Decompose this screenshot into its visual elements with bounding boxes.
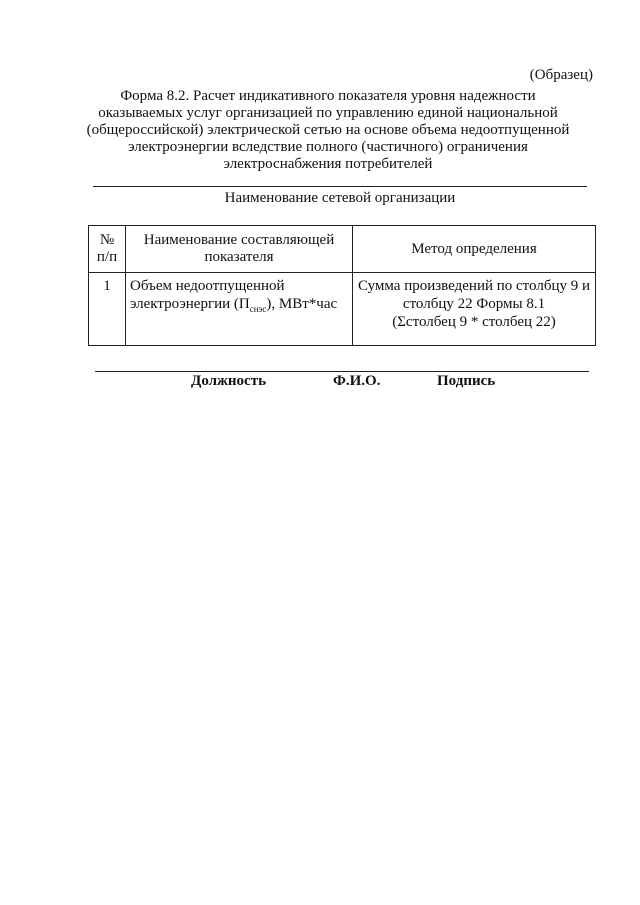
title-line: Форма 8.2. Расчет индикативного показателя уровня надежности [120,88,536,104]
row-num: 1 [89,273,126,346]
signature-position-label: Должность [191,373,267,389]
row-name-suffix: ), МВт*час [266,296,338,312]
row-method-line: (Σстолбец 9 * столбец 22) [392,314,556,330]
header-num [89,226,126,273]
row-name-prefix: электроэнергии (П [130,296,250,312]
sample-label: (Образец) [529,67,593,83]
header-method: Метод определения [353,226,596,273]
header-num-line: п/п [96,249,118,265]
signature-underline [95,371,589,372]
title-line: электроэнергии вследствие полного (частичного) ограничения [128,139,528,155]
row-name [126,273,353,346]
title-line: оказываемых услуг организацией по управлению единой национальной [98,105,558,121]
table-header-row [89,226,596,273]
org-name-label: Наименование сетевой организации [224,190,456,206]
signature-fio-label: Ф.И.О. [333,373,381,389]
title-line: (общероссийской) электрической сетью на основе объема недоотпущенной [86,122,570,138]
header-name-line: показателя [204,249,274,265]
form-title [78,88,578,173]
header-name [126,226,353,273]
title-line: электроснабжения потребителей [223,156,433,172]
header-name-line: Наименование составляющей [143,232,335,248]
row-method-line: Сумма произведений по столбцу 9 и [357,278,591,294]
table-row [89,273,596,346]
row-method [353,273,596,346]
signature-sign-label: Подпись [437,373,496,389]
row-name-line: Объем недоотпущенной [130,278,285,294]
indicator-table [88,225,596,346]
header-num-line: № [99,232,115,248]
org-name-underline [93,186,587,187]
row-name-line [130,295,348,314]
row-method-line: столбцу 22 Формы 8.1 [402,296,546,312]
row-name-subscript: снэс [249,304,267,314]
